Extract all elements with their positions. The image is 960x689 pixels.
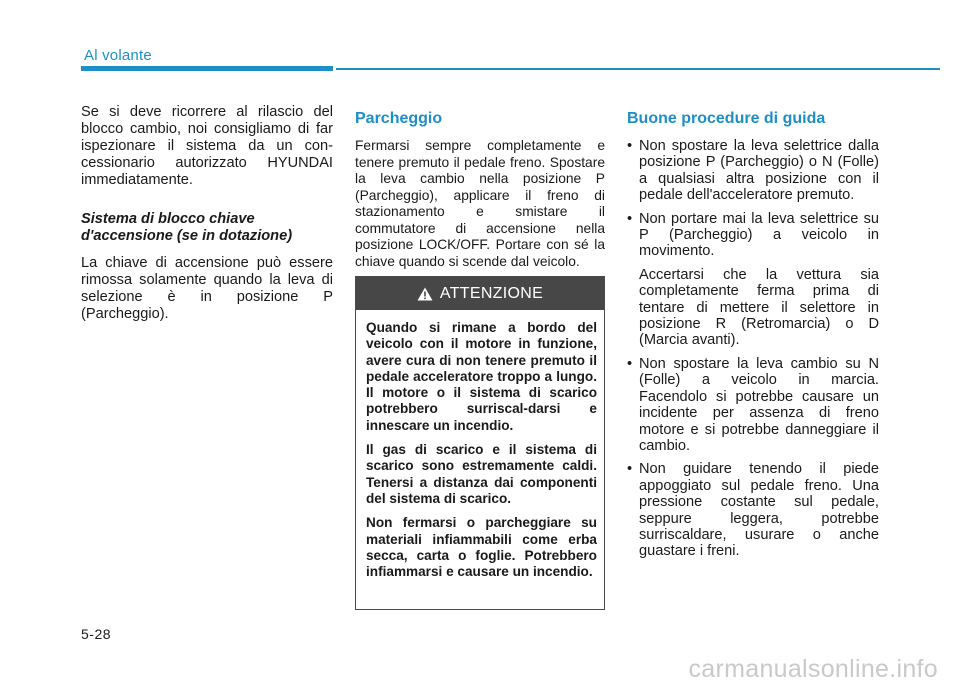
warning-paragraph: Il gas di scarico e il sistema di scarico sono estremamente caldi. Tenersi a distanza dai componenti del sistema di scarico.	[366, 442, 597, 506]
column-middle	[355, 104, 605, 270]
list-item	[627, 138, 879, 204]
warning-title: ATTENZIONE	[439, 284, 544, 302]
list-item	[627, 356, 879, 454]
list-item-text: Non spostare la leva selettrice dalla posizione P (Parcheggio) o N (Folle) a qualsiasi altra posizione con il pedale dell'acceleratore premuto.	[639, 138, 879, 204]
list-item	[627, 461, 879, 559]
header-rule-thin	[336, 68, 940, 70]
warning-paragraph: Non fermarsi o parcheggiare su materiali infiammabili come erba secca, carta o foglie. Potrebbero infiammarsi e causare un incendio.	[366, 515, 597, 580]
list-item-text: Non guidare tenendo il piede appoggiato sul pedale freno. Una pressione costante sul pedale, seppure leggera, potrebbe surriscaldare, usurare o anche guastare i freni.	[639, 461, 879, 560]
list-item	[627, 211, 879, 349]
warning-triangle-icon	[417, 287, 433, 301]
section-title: Al volante	[84, 47, 152, 64]
list-item-text: Non spostare la leva cambio su N (Folle) a veicolo in marcia. Facendolo si potrebbe causare un incidente per assenza di freno motore e si potrebbe danneggiare il cambio.	[639, 355, 879, 454]
warning-paragraph: Quando si rimane a bordo del veicolo con il motore in funzione, avere cura di non tenere premuto il pedale acceleratore troppo a lungo. Il motore o il sistema di scarico potrebbero surriscal-darsi e innescare un incendio.	[366, 320, 597, 433]
bullet-list	[627, 138, 879, 560]
warning-body	[356, 310, 604, 580]
subheading-key-lock: Sistema di blocco chiave d'accensione (se in dotazione)	[81, 211, 293, 244]
intro-paragraph: Se si deve ricorrere al rilascio del blocco cambio, noi consigliamo di far ispezionare il sistema da un con-cessionario autorizzato HYUNDAI immediatamente.	[81, 104, 333, 188]
list-item-text: Non portare mai la leva selettrice su P (Parcheggio) a veicolo in movimento.	[639, 210, 879, 260]
warning-header	[356, 277, 604, 310]
watermark: carmanualsonline.info	[688, 655, 938, 683]
header-rule-thick	[81, 66, 333, 71]
warning-box	[355, 276, 605, 610]
heading-good-driving: Buone procedure di guida	[627, 110, 826, 127]
parking-paragraph: Fermarsi sempre completamente e tenere premuto il pedale freno. Spostare la leva cambio nella posizione P (Parcheggio), applicare il freno di stazionamento e smistare il commutatore di accensione nella posizione LOCK/OFF. Portare con sé la chiave quando si scende dal veicolo.	[355, 138, 605, 269]
column-right	[627, 104, 879, 567]
heading-parking: Parcheggio	[355, 110, 443, 127]
page-number: 5-28	[81, 626, 112, 642]
column-left	[81, 104, 333, 323]
list-item-subtext: Accertarsi che la vettura sia completamente ferma prima di tentare di mettere il selettore in posizione R (Retromarcia) o D (Marcia avanti).	[639, 266, 879, 349]
key-lock-paragraph: La chiave di accensione può essere rimossa solamente quando la leva di selezione è in posizione P (Parcheggio).	[81, 255, 333, 322]
